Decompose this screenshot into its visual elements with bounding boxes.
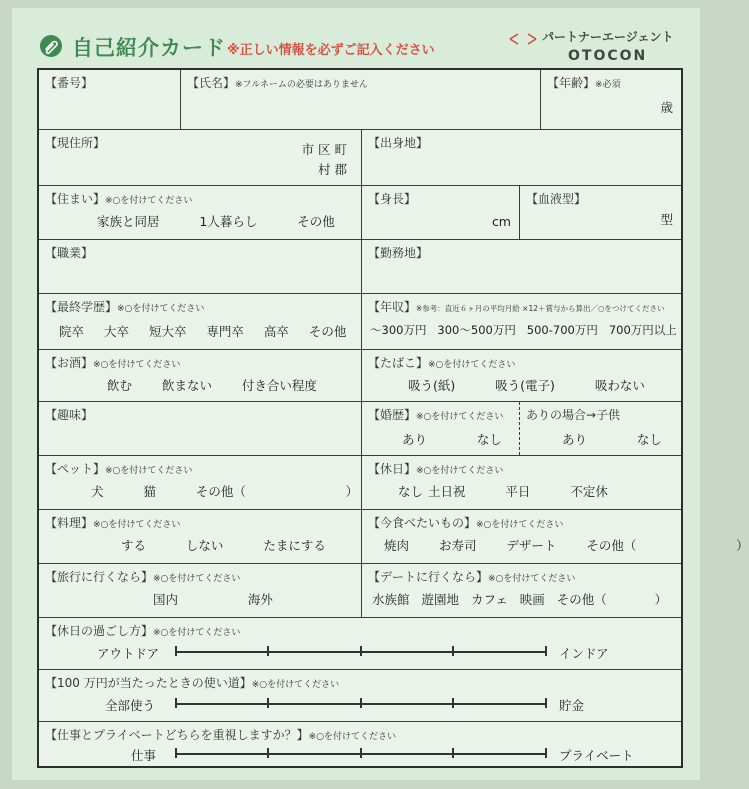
self-introduction-card — [12, 8, 749, 780]
holiday-note: ※○を付けてください — [416, 466, 504, 476]
field-address[interactable] — [39, 130, 362, 185]
alcohol-option[interactable]: 付き合い程度 — [241, 378, 317, 393]
scale-tick[interactable] — [267, 646, 269, 656]
priority-right-label: プライベート — [559, 748, 634, 763]
row-weekend — [39, 618, 681, 670]
income-label-wrap — [368, 298, 665, 315]
holiday-option[interactable]: 土日祝 — [428, 484, 466, 499]
row-travel — [39, 564, 681, 618]
field-age[interactable] — [541, 70, 681, 129]
priority-label: 【仕事とプライベートどちらを重視しますか？】 — [45, 728, 309, 742]
scale-tick[interactable] — [175, 748, 177, 758]
field-job[interactable] — [39, 240, 362, 293]
tobacco-options — [408, 376, 645, 394]
holiday-label-wrap — [368, 460, 503, 477]
marriage-label: 【婚歴】 — [368, 408, 417, 422]
field-travel — [39, 564, 362, 617]
row-job — [39, 240, 681, 294]
alcohol-note: ※○を付けてください — [93, 360, 181, 370]
pet-option[interactable]: 犬 — [91, 484, 104, 499]
travel-option[interactable]: 海外 — [247, 592, 273, 607]
food-option-close: ） — [736, 538, 749, 553]
children-option[interactable]: あり — [562, 432, 588, 447]
field-holiday — [362, 456, 681, 509]
travel-label-wrap — [45, 568, 240, 585]
holiday-option[interactable]: 平日 — [505, 484, 531, 499]
income-note: ※参考：直近６ヶ月の平均月給 ×12＋賞与から算出／○をつけてください — [416, 304, 665, 313]
marriage-option[interactable]: あり — [402, 432, 428, 447]
holiday-option[interactable]: 不定休 — [570, 484, 608, 499]
housing-option[interactable]: 1人暮らし — [199, 214, 258, 229]
food-label: 【今食べたいもの】 — [368, 516, 477, 530]
form-grid — [37, 68, 749, 768]
food-option[interactable]: 焼肉 — [384, 538, 410, 553]
tobacco-label: 【たばこ】 — [368, 356, 429, 370]
holiday-label: 【休日】 — [368, 462, 417, 476]
brand-mark-icon — [508, 32, 538, 46]
tobacco-label-wrap — [368, 354, 515, 371]
date-note: ※○を付けてください — [488, 574, 576, 584]
brand-otocon: OTOCON — [568, 48, 648, 64]
housing-note: ※○を付けてください — [105, 196, 193, 206]
housing-label-wrap — [45, 190, 192, 207]
name-label-wrap — [187, 74, 368, 91]
cooking-note: ※○を付けてください — [93, 520, 181, 530]
education-option[interactable]: 大卒 — [103, 324, 129, 339]
tobacco-option[interactable]: 吸う(電子) — [495, 378, 555, 393]
cooking-option[interactable]: しない — [185, 538, 224, 553]
marriage-note: ※○を付けてください — [416, 412, 504, 422]
date-label: 【デートに行くなら】 — [368, 570, 489, 584]
pet-option[interactable]: その他（ — [195, 484, 246, 499]
paperclip-icon — [38, 34, 64, 58]
number-label: 【番号】 — [45, 76, 94, 90]
blood-label: 【血液型】 — [526, 192, 587, 206]
housing-option[interactable]: その他 — [297, 214, 335, 229]
income-option[interactable]: ～300万円 — [370, 323, 427, 337]
cooking-options — [121, 536, 326, 554]
food-option[interactable]: デザート — [506, 538, 557, 553]
income-option[interactable]: 500-700万円 — [526, 323, 598, 337]
alcohol-option[interactable]: 飲む — [107, 378, 133, 393]
blood-unit: 型 — [660, 212, 673, 227]
field-housing — [39, 186, 362, 239]
address-label: 【現住所】 — [45, 136, 106, 150]
weekend-right-label: インドア — [559, 646, 609, 661]
row-basic — [39, 70, 681, 130]
education-option[interactable]: その他 — [308, 324, 347, 339]
travel-options — [153, 590, 273, 608]
education-option[interactable]: 専門卒 — [206, 324, 244, 339]
children-option[interactable]: なし — [636, 432, 662, 447]
field-marriage — [362, 402, 520, 455]
income-option[interactable]: 700万円以上 — [608, 323, 677, 337]
name-label: 【氏名】 — [187, 76, 236, 90]
date-label-wrap — [368, 568, 575, 585]
housing-label: 【住まい】 — [45, 192, 106, 206]
food-note: ※○を付けてください — [476, 520, 564, 530]
marriage-label-wrap — [368, 406, 503, 423]
field-cooking — [39, 510, 362, 563]
million-label-wrap — [45, 674, 339, 691]
pet-label-wrap — [45, 460, 192, 477]
row-pet — [39, 456, 681, 510]
card-header — [12, 8, 700, 72]
field-number[interactable] — [39, 70, 181, 129]
alcohol-options — [107, 376, 317, 394]
scale-tick[interactable] — [267, 698, 269, 708]
food-option[interactable]: その他（ — [586, 538, 637, 553]
million-right-label: 貯金 — [559, 698, 585, 713]
travel-option[interactable]: 国内 — [153, 592, 179, 607]
date-option[interactable]: 映画 — [519, 592, 545, 607]
pet-note: ※○を付けてください — [105, 466, 193, 476]
row-cooking — [39, 510, 749, 564]
children-label: ありの場合→子供 — [526, 408, 621, 422]
field-weekend — [39, 618, 681, 669]
pet-label: 【ペット】 — [45, 462, 106, 476]
row-housing — [39, 186, 681, 240]
holiday-options — [428, 482, 608, 500]
priority-left-label: 仕事 — [131, 748, 157, 763]
date-option-close: ） — [654, 592, 668, 607]
weekend-left-label: アウトドア — [97, 646, 160, 661]
scale-tick[interactable] — [360, 646, 362, 656]
income-options — [370, 322, 677, 338]
field-workplace[interactable] — [362, 240, 681, 293]
date-option[interactable]: 遊園地 — [421, 592, 459, 607]
field-income — [362, 294, 681, 349]
row-priority — [39, 722, 681, 768]
education-option[interactable]: 短大卒 — [148, 324, 187, 339]
field-name[interactable] — [181, 70, 541, 129]
card-title: 自己紹介カード — [72, 36, 226, 60]
field-hobby[interactable] — [39, 402, 362, 455]
field-tobacco — [362, 350, 681, 401]
field-education — [39, 294, 362, 349]
date-options — [372, 590, 667, 608]
education-options — [59, 322, 346, 340]
children-options — [562, 430, 662, 448]
priority-label-wrap — [45, 726, 396, 743]
million-left-label: 全部使う — [105, 698, 156, 713]
tobacco-option[interactable]: 吸わない — [594, 378, 645, 393]
scale-tick[interactable] — [452, 698, 454, 708]
field-children — [520, 402, 681, 455]
travel-label: 【旅行に行くなら】 — [45, 570, 154, 584]
million-label: 【100 万円が当たったときの使い道】 — [45, 676, 252, 690]
housing-option[interactable]: 家族と同居 — [97, 214, 160, 229]
row-address — [39, 130, 681, 186]
scale-tick[interactable] — [360, 698, 362, 708]
job-label: 【職業】 — [45, 246, 94, 260]
pet-option[interactable]: なし — [398, 484, 424, 499]
height-unit: cm — [491, 214, 511, 229]
scale-tick[interactable] — [545, 646, 547, 656]
cooking-label-wrap — [45, 514, 180, 531]
cooking-option[interactable]: たまにする — [263, 538, 326, 553]
education-label: 【最終学歴】 — [45, 300, 118, 314]
field-height[interactable] — [362, 186, 520, 239]
income-label: 【年収】 — [368, 300, 417, 314]
scale-tick[interactable] — [267, 748, 269, 758]
cooking-option[interactable]: する — [121, 538, 147, 553]
field-priority — [39, 722, 681, 768]
field-birthplace[interactable] — [362, 130, 681, 185]
education-option[interactable]: 高卒 — [263, 324, 289, 339]
tobacco-option[interactable]: 吸う(紙) — [408, 378, 456, 393]
weekend-note: ※○を付けてください — [153, 628, 241, 638]
scale-tick[interactable] — [175, 698, 177, 708]
tobacco-note: ※○を付けてください — [428, 360, 516, 370]
priority-note: ※○を付けてください — [308, 732, 397, 742]
pet-option-close: ） — [345, 484, 359, 499]
brand-logo — [508, 26, 678, 70]
education-label-wrap — [45, 298, 204, 315]
weekend-label: 【休日の過ごし方】 — [45, 624, 154, 638]
date-option[interactable]: 水族館 — [372, 592, 410, 607]
weekend-label-wrap — [45, 622, 240, 639]
education-option[interactable]: 院卒 — [59, 324, 85, 339]
row-alcohol — [39, 350, 681, 402]
row-million — [39, 670, 681, 722]
scale-tick[interactable] — [545, 748, 547, 758]
brand-name: パートナーエージェント — [542, 30, 674, 44]
row-education — [39, 294, 681, 350]
pet-option[interactable]: 猫 — [143, 484, 156, 499]
scale-tick[interactable] — [452, 748, 454, 758]
alcohol-label-wrap — [45, 354, 180, 371]
travel-note: ※○を付けてください — [153, 574, 241, 584]
field-million — [39, 670, 681, 721]
age-unit: 歳 — [660, 100, 673, 115]
million-note: ※○を付けてください — [251, 680, 340, 690]
birthplace-label: 【出身地】 — [368, 136, 429, 150]
age-label: 【年齢】 — [547, 76, 596, 90]
food-options — [384, 536, 749, 554]
food-option[interactable]: お寿司 — [438, 538, 477, 553]
income-option[interactable]: 300～500万円 — [437, 323, 516, 337]
workplace-label: 【勤務地】 — [368, 246, 429, 260]
cooking-label: 【料理】 — [45, 516, 94, 530]
field-blood[interactable] — [520, 186, 681, 239]
age-label-wrap — [547, 74, 621, 91]
marriage-options — [402, 430, 502, 448]
scale-tick[interactable] — [452, 646, 454, 656]
card-subtitle: ※正しい情報を必ずご記入ください — [227, 43, 435, 58]
row-hobby — [39, 402, 681, 456]
age-note: ※必須 — [595, 80, 621, 90]
name-note: ※フルネームの必要はありません — [235, 80, 368, 90]
field-date — [362, 564, 681, 617]
housing-options — [97, 212, 335, 230]
hobby-label: 【趣味】 — [45, 408, 94, 422]
address-units-bottom: 村 郡 — [318, 162, 347, 177]
date-option[interactable]: カフェ — [470, 592, 508, 607]
food-label-wrap — [368, 514, 563, 531]
scale-tick[interactable] — [360, 748, 362, 758]
address-units-top: 市 区 町 — [301, 142, 347, 157]
field-alcohol — [39, 350, 362, 401]
scale-tick[interactable] — [545, 698, 547, 708]
scale-tick[interactable] — [175, 646, 177, 656]
date-option[interactable]: その他（ — [556, 592, 607, 607]
marriage-option[interactable]: なし — [476, 432, 502, 447]
alcohol-label: 【お酒】 — [45, 356, 94, 370]
height-label: 【身長】 — [368, 192, 417, 206]
field-food — [362, 510, 749, 563]
education-note: ※○を付けてください — [117, 304, 205, 314]
alcohol-option[interactable]: 飲まない — [161, 378, 212, 393]
